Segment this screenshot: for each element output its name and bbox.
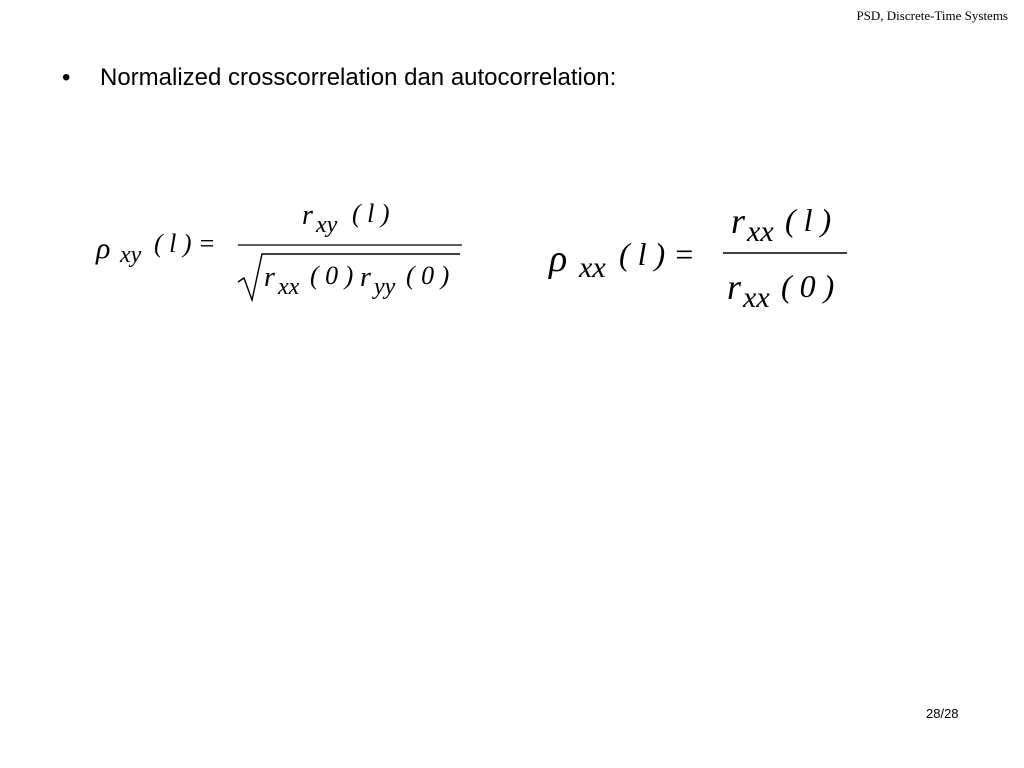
- numerator-subscript: xx: [747, 215, 774, 248]
- rho-symbol: ρ: [549, 238, 568, 280]
- rho-subscript: xy: [120, 242, 142, 268]
- crosscorrelation-formula: [90, 190, 470, 315]
- numerator-subscript: xy: [316, 212, 338, 238]
- bullet-symbol: •: [62, 64, 71, 91]
- rho-subscript: xx: [579, 251, 606, 284]
- lhs-argument: ( l ) =: [154, 229, 216, 258]
- denominator-yy-subscript: yy: [374, 274, 396, 300]
- denominator-subscript: xx: [743, 281, 770, 314]
- numerator-r: r: [731, 201, 746, 241]
- lhs-argument: ( l ) =: [619, 236, 695, 272]
- bullet-item: [62, 64, 616, 92]
- page-number: 28/28: [926, 706, 959, 721]
- denominator-r-yy: r: [360, 262, 371, 293]
- slide-header-title: PSD, Discrete-Time Systems: [856, 8, 1008, 23]
- bullet-text: Normalized crosscorrelation dan autocorrelation:: [100, 64, 617, 91]
- denominator-xx-subscript: xx: [278, 274, 300, 300]
- numerator-argument: ( l ): [352, 199, 390, 228]
- rho-symbol: ρ: [96, 232, 111, 265]
- autocorrelation-formula: [545, 195, 855, 320]
- denominator-yy-argument: ( 0 ): [406, 261, 450, 290]
- denominator-xx-argument: ( 0 ): [310, 261, 354, 290]
- numerator-r: r: [302, 200, 313, 231]
- numerator-argument: ( l ): [785, 202, 832, 238]
- denominator-argument: ( 0 ): [781, 268, 835, 304]
- denominator-r-xx: r: [264, 262, 275, 293]
- denominator-r: r: [727, 267, 742, 307]
